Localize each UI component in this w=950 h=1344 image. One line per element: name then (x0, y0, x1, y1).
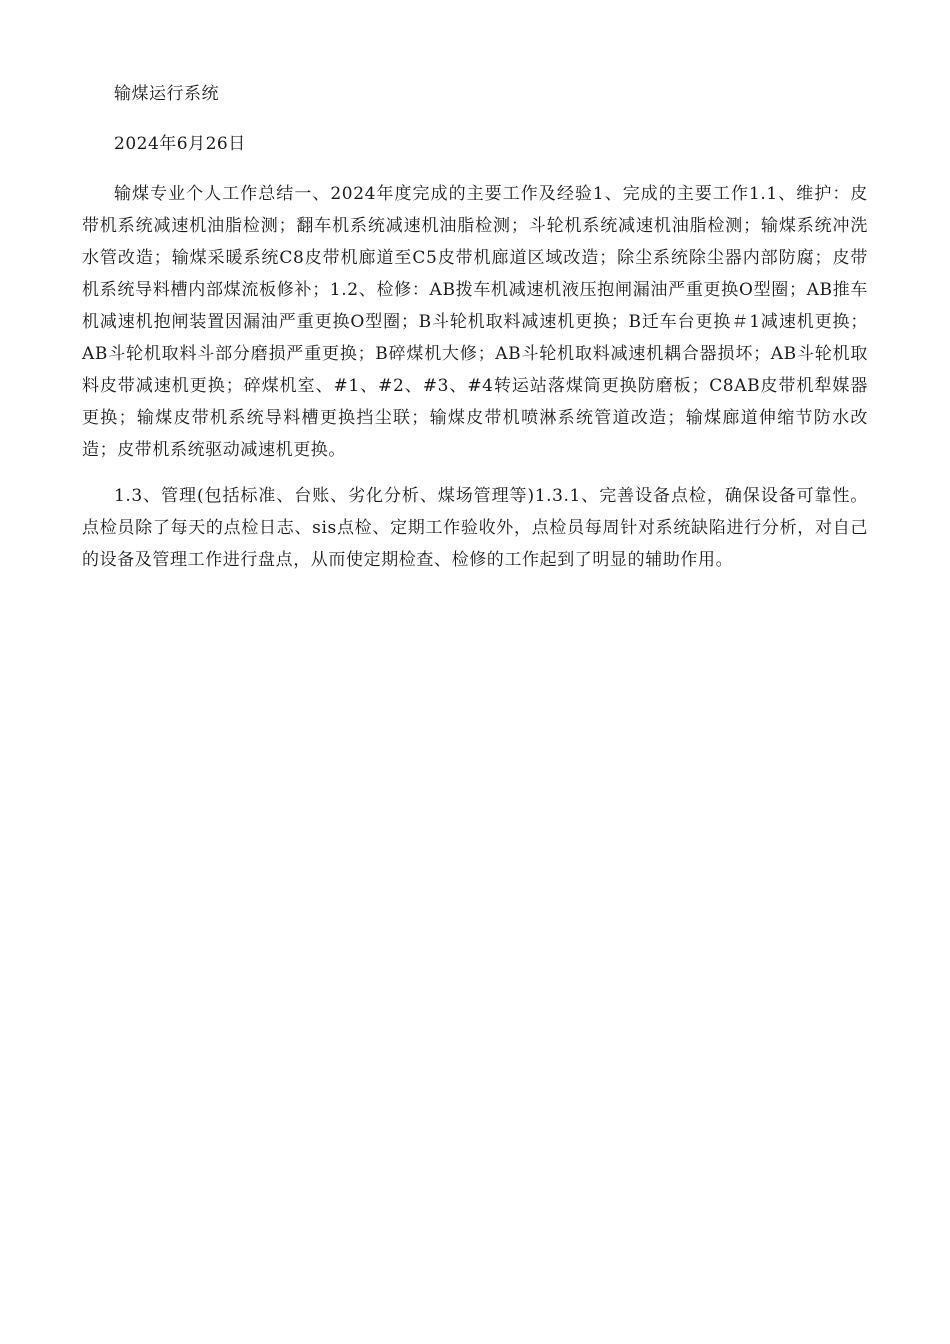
org-title: 输煤运行系统 (114, 84, 219, 104)
paragraph-management: 1.3、管理(包括标准、台账、劣化分析、煤场管理等)1.3.1、完善设备点检，确保设备可靠性。点检员除了每天的点检日志、sis点检、定期工作验收外，点检员每周针对系统缺陷进行分析，对自己的设备及管理工作进行盘点，从而使定期检查、检修的工作起到了明显的辅助作用。 (82, 486, 868, 570)
paragraph-work-summary: 输煤专业个人工作总结一、2024年度完成的主要工作及经验1、完成的主要工作1.1、维护：皮带机系统减速机油脂检测；翻车机系统减速机油脂检测；斗轮机系统减速机油脂检测；输煤系统冲洗水管改造；输煤采暖系统C8皮带机廊道至C5皮带机廊道区域改造；除尘系统除尘器内部防腐；皮带机系统导料槽内部煤流板修补；1.2、检修：AB拨车机减速机液压抱闸漏油严重更换O型圈；AB推车机减速机抱闸装置因漏油严重更换O型圈；B斗轮机取料减速机更换；B迁车台更换＃1减速机更换；AB斗轮机取料斗部分磨损严重更换；B碎煤机大修；AB斗轮机取料减速机耦合器损坏；AB斗轮机取料皮带减速机更换；碎煤机室、#1、#2、#3、#4转运站落煤筒更换防磨板；C8AB皮带机犁媒器更换；输煤皮带机系统导料槽更换挡尘联；输煤皮带机喷淋系统管道改造；输煤廊道伸缩节防水改造；皮带机系统驱动减速机更换。 (82, 184, 868, 460)
document-date: 2024年6月26日 (114, 134, 246, 154)
